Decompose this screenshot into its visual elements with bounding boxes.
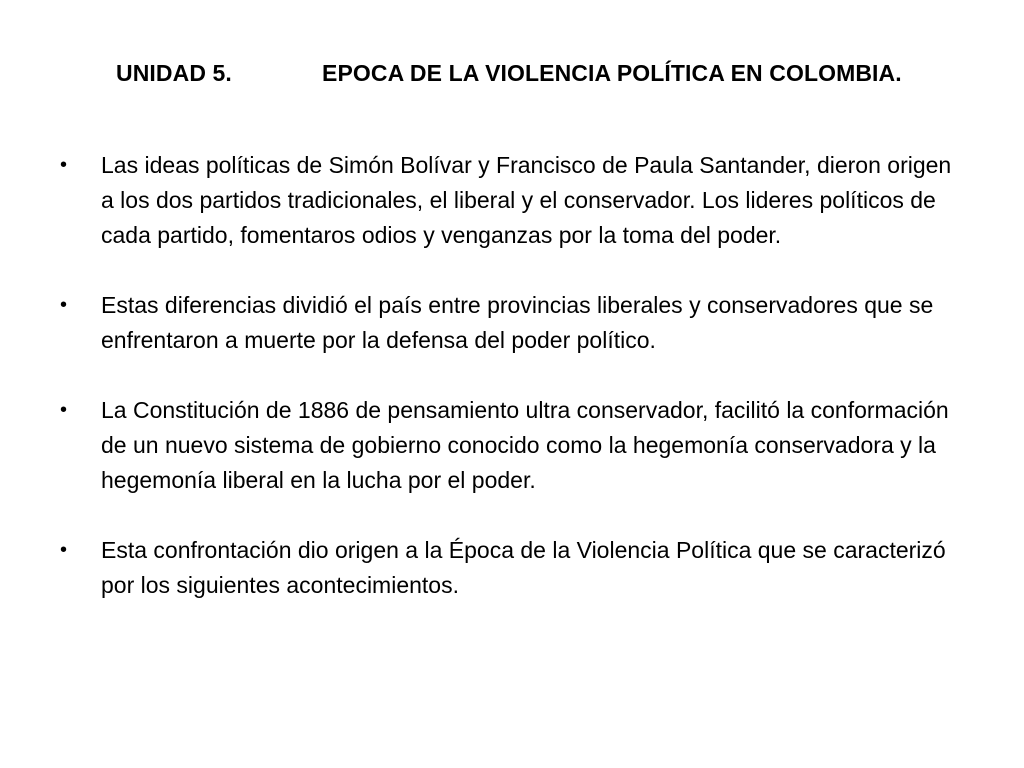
bullet-item [0,288,1024,358]
bullet-icon: • [60,399,68,421]
bullet-icon: • [60,539,68,561]
bullet-list [0,148,1024,638]
title-main-text: EPOCA DE LA VIOLENCIA POLÍTICA EN COLOMBIA. [322,60,902,86]
bullet-text: Las ideas políticas de Simón Bolívar y Francisco de Paula Santander, dieron origen a los dos partidos tradicionales, el liberal y el conservador. Los lideres políticos de cada partido, fomentaros odios y venganzas por la toma del poder. [101,152,952,248]
bullet-item [0,533,1024,603]
bullet-item [0,393,1024,498]
bullet-text: La Constitución de 1886 de pensamiento ultra conservador, facilitó la conformación de un nuevo sistema de gobierno conocido como la hegemonía conservadora y la hegemonía liberal en la lucha por el poder. [101,397,949,493]
slide-title [116,60,976,96]
bullet-icon: • [60,154,68,176]
bullet-icon: • [60,294,68,316]
title-unit-label: UNIDAD 5. [116,60,232,86]
bullet-text: Estas diferencias dividió el país entre provincias liberales y conservadores que se enfrentaron a muerte por la defensa del poder político. [101,292,934,353]
bullet-item [0,148,1024,253]
bullet-text: Esta confrontación dio origen a la Época de la Violencia Política que se caracterizó por los siguientes acontecimientos. [101,537,946,598]
